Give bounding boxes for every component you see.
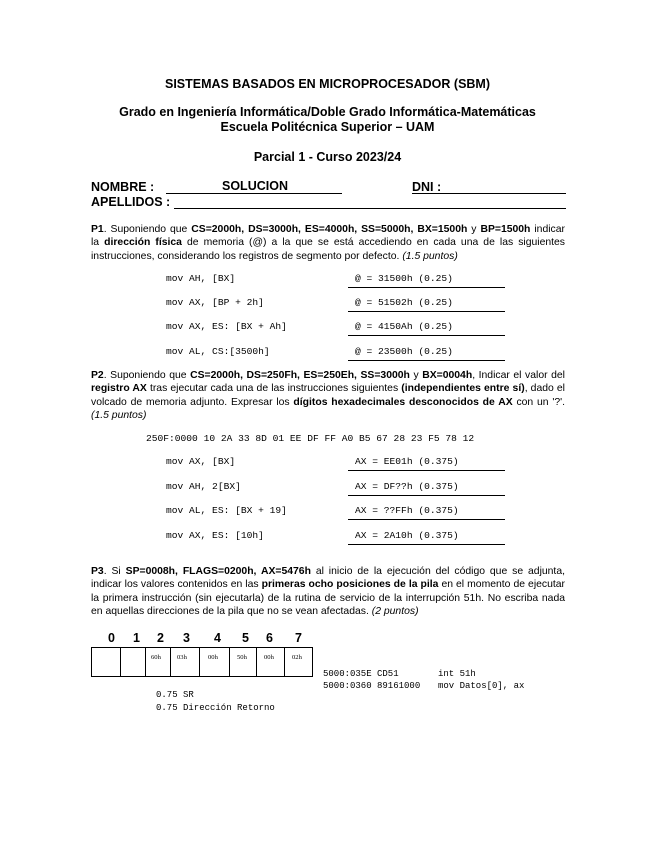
memory-dump: 250F:0000 10 2A 33 8D 01 EE DF FF A0 B5 67 28 23 F5 78 12	[146, 433, 475, 444]
p2-statement	[91, 369, 565, 423]
p1-text: . Suponiendo que	[103, 224, 192, 235]
p1-statement	[91, 223, 565, 263]
p2-text: . Suponiendo que	[103, 370, 191, 381]
stack-cell[interactable]	[256, 647, 285, 677]
stack-cell-value: 00h	[264, 654, 274, 661]
p2-bx: BX=0004h	[422, 370, 473, 381]
p2-text: y	[409, 370, 423, 381]
p1-text: indicar la	[91, 224, 565, 249]
stack-index: 7	[295, 631, 302, 645]
stack-cell[interactable]	[145, 647, 171, 677]
stack-cell[interactable]	[91, 647, 121, 677]
p1-answer: @ = 31500h (0.25)	[355, 273, 453, 284]
score-note: 0.75 SR	[156, 690, 194, 700]
code-instruction: int 51h	[438, 669, 476, 679]
p1-instruction: mov AL, CS:[3500h]	[166, 346, 270, 357]
code-instruction: mov Datos[0], ax	[438, 681, 525, 691]
p1-instruction: mov AH, [BX]	[166, 273, 236, 284]
nombre-value: SOLUCION	[222, 179, 288, 193]
stack-index: 3	[183, 631, 190, 645]
stack-index: 5	[242, 631, 249, 645]
stack-cell-value: 50h	[237, 654, 247, 661]
p2-answer-line	[348, 495, 505, 496]
stack-index: 0	[108, 631, 115, 645]
stack-index: 6	[266, 631, 273, 645]
p1-emphasis: dirección física	[104, 237, 182, 249]
p2-instruction: mov AL, ES: [BX + 19]	[166, 505, 287, 516]
p2-emphasis: (independientes entre sí)	[401, 383, 525, 395]
stack-cell-value: 60h	[151, 654, 161, 661]
score-note: 0.75 Dirección Retorno	[156, 703, 275, 713]
p2-points: (1.5 puntos)	[91, 410, 147, 422]
p3-points: (2 puntos)	[371, 606, 419, 618]
p3-registers: SP=0008h, FLAGS=0200h, AX=5476h	[125, 566, 311, 577]
code-address: 5000:0360 89161000	[323, 681, 421, 691]
p1-answer-line	[348, 360, 505, 361]
stack-cell[interactable]	[199, 647, 230, 677]
apellidos-label: APELLIDOS :	[91, 195, 171, 209]
school-name: Escuela Politécnica Superior – UAM	[220, 120, 435, 134]
code-address: 5000:035E CD51	[323, 669, 399, 679]
p2-text: tras ejecutar cada una de las instrucciones siguientes	[146, 383, 402, 395]
p1-answer-line	[348, 335, 505, 336]
p1-instruction: mov AX, [BP + 2h]	[166, 297, 264, 308]
nombre-line[interactable]	[166, 193, 342, 194]
course-title: SISTEMAS BASADOS EN MICROPROCESADOR (SBM)	[164, 77, 491, 91]
p2-instruction: mov AH, 2[BX]	[166, 481, 241, 492]
p2-answer: AX = EE01h (0.375)	[355, 456, 459, 467]
p1-answer-line	[348, 311, 505, 312]
p3-text: al inicio de la ejecución del código que se adjunta, indicar los valores contenidos en las	[91, 566, 565, 591]
p1-text: de memoria (@) a la que se está accediendo en cada una de las siguientes instrucciones, considerando los registros de segmento por defecto.	[91, 237, 566, 262]
p2-answer-line	[348, 470, 505, 471]
p1-instruction: mov AX, ES: [BX + Ah]	[166, 321, 287, 332]
stack-cell[interactable]	[284, 647, 313, 677]
stack-cell-value: 03h	[177, 654, 187, 661]
p2-emphasis: dígitos hexadecimales desconocidos de AX	[293, 396, 513, 408]
p1-points: (1.5 puntos)	[402, 250, 458, 262]
dni-line[interactable]	[412, 193, 566, 194]
p2-answer: AX = DF??h (0.375)	[355, 481, 459, 492]
p1-registers: CS=2000h, DS=3000h, ES=4000h, SS=5000h, BX=1500h	[191, 224, 468, 235]
p3-text: . Si	[103, 566, 126, 577]
p2-text: con un '?'.	[512, 396, 565, 408]
p2-answer-line	[348, 519, 505, 520]
stack-cell-value: 02h	[292, 654, 302, 661]
stack-index: 4	[214, 631, 221, 645]
p2-emphasis: registro AX	[91, 383, 147, 395]
p3-text: en el momento de ejecutar la primera instrucción (sin ejecutarla) de la rutina de servicio de la interrupción 51h. No escriba nada en aquellas direcciones de la pila que no se vean afectadas.	[91, 579, 566, 618]
degree-title: Grado en Ingeniería Informática/Doble Grado Informática-Matemáticas	[119, 105, 536, 119]
exam-title: Parcial 1 - Curso 2023/24	[253, 150, 402, 164]
stack-index: 2	[157, 631, 164, 645]
p1-answer: @ = 51502h (0.25)	[355, 297, 453, 308]
stack-cell[interactable]	[170, 647, 200, 677]
stack-cell[interactable]	[120, 647, 146, 677]
p3-label: P3	[91, 566, 104, 577]
nombre-label: NOMBRE :	[91, 180, 155, 194]
p2-text: , Indicar el valor del	[472, 370, 565, 381]
stack-cell[interactable]	[229, 647, 257, 677]
p1-answer: @ = 4150Ah (0.25)	[355, 321, 453, 332]
p2-registers: CS=2000h, DS=250Fh, ES=250Eh, SS=3000h	[190, 370, 410, 381]
stack-cell-value: 00h	[208, 654, 218, 661]
apellidos-line[interactable]	[174, 208, 566, 209]
dni-label: DNI :	[412, 180, 442, 194]
p2-label: P2	[91, 370, 104, 381]
p1-answer: @ = 23500h (0.25)	[355, 346, 453, 357]
p1-label: P1	[91, 224, 104, 235]
p2-answer-line	[348, 544, 505, 545]
p3-emphasis: primeras ocho posiciones de la pila	[261, 579, 439, 591]
p1-text: y	[467, 224, 481, 235]
p1-bp: BP=1500h	[480, 224, 531, 235]
p2-text: , dado el volcado de memoria adjunto. Expresar los	[91, 383, 565, 408]
p2-answer: AX = 2A10h (0.375)	[355, 530, 459, 541]
stack-index: 1	[133, 631, 140, 645]
p3-statement	[91, 565, 565, 619]
p1-answer-line	[348, 287, 505, 288]
p2-answer: AX = ??FFh (0.375)	[355, 505, 459, 516]
p2-instruction: mov AX, ES: [10h]	[166, 530, 264, 541]
p2-instruction: mov AX, [BX]	[166, 456, 236, 467]
